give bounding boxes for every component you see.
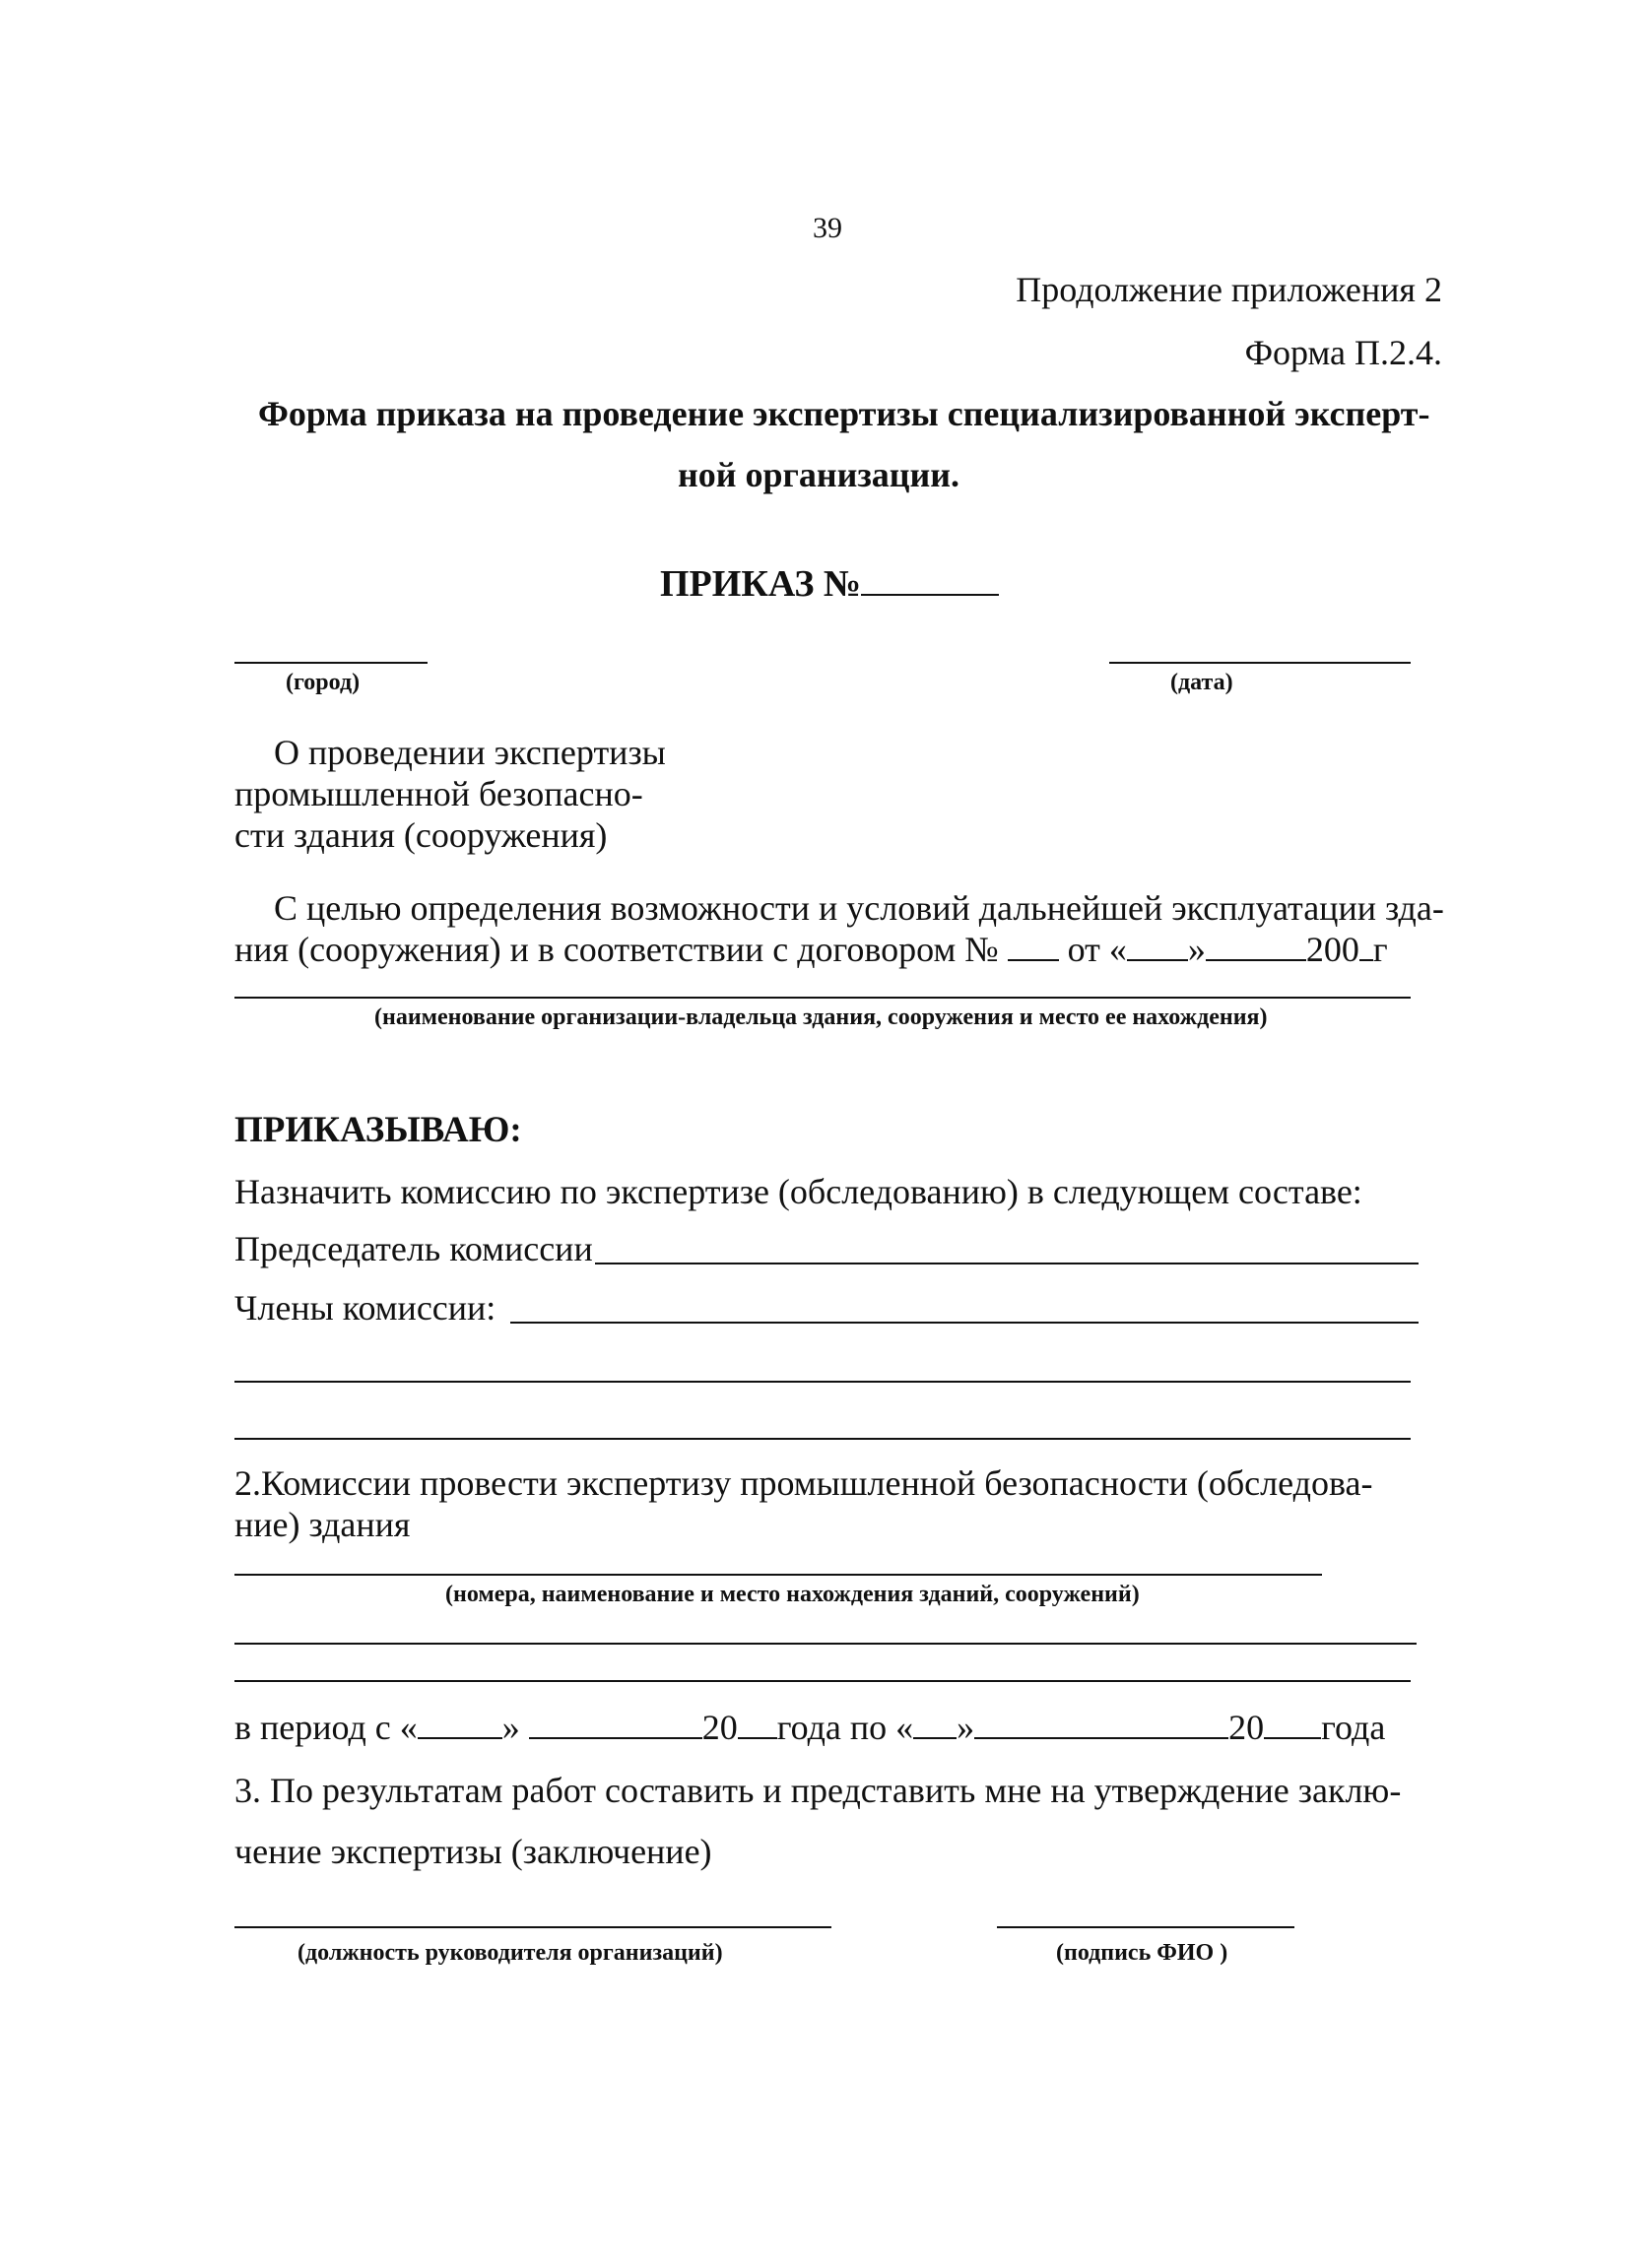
contract-date-open: от « xyxy=(1067,930,1127,969)
period-start-year-blank[interactable] xyxy=(738,1710,777,1739)
chairman-line[interactable] xyxy=(595,1263,1419,1264)
period-line xyxy=(234,1706,1385,1749)
period-prefix: в период с « xyxy=(234,1708,418,1747)
city-line[interactable] xyxy=(234,662,428,664)
item2-line1: 2.Комиссии провести экспертизу промышленной безопасности (обследова- xyxy=(234,1463,1373,1503)
members-label: Члены комиссии: xyxy=(234,1288,496,1328)
position-caption: (должность руководителя организаций) xyxy=(297,1940,723,1966)
commission-appoint: Назначить комиссию по экспертизе (обследованию) в следующем составе: xyxy=(234,1172,1362,1211)
contract-year-suffix: г xyxy=(1372,930,1388,969)
buildings-line[interactable] xyxy=(234,1574,1322,1576)
order-number-blank[interactable] xyxy=(861,566,999,596)
period-start-day-blank[interactable] xyxy=(418,1710,502,1739)
date-line[interactable] xyxy=(1109,662,1411,664)
item3-line1: 3. По результатам работ составить и представить мне на утверждение заклю- xyxy=(234,1771,1402,1810)
buildings-line-3[interactable] xyxy=(234,1680,1411,1682)
order-title-text: ПРИКАЗ № xyxy=(660,563,862,605)
chairman-label: Председатель комиссии xyxy=(234,1229,593,1268)
signature-line[interactable] xyxy=(997,1926,1294,1928)
period-year2: 20 xyxy=(1228,1708,1265,1747)
subject-line2: промышленной безопасно- xyxy=(234,774,643,813)
owner-org-line[interactable] xyxy=(234,997,1411,999)
members-line-3[interactable] xyxy=(234,1438,1411,1440)
period-year1: 20 xyxy=(701,1708,738,1747)
order-heading: ПРИКАЗЫВАЮ: xyxy=(234,1110,522,1150)
contract-year-blank[interactable] xyxy=(1359,932,1373,961)
period-start-month-blank[interactable] xyxy=(529,1710,702,1739)
form-title-line2: ной организации. xyxy=(678,455,960,494)
contract-text: ния (сооружения) и в соответствии с договором № xyxy=(234,930,999,969)
order-title xyxy=(660,561,999,607)
period-close2: » xyxy=(957,1708,975,1747)
purpose-line1: С целью определения возможности и условий дальнейшей эксплуатации зда- xyxy=(274,888,1444,928)
period-mid: года по « xyxy=(776,1708,914,1747)
contract-month-blank[interactable] xyxy=(1206,932,1306,961)
period-close1: » xyxy=(501,1708,520,1747)
date-caption: (дата) xyxy=(1170,670,1233,695)
contract-year-prefix: 200 xyxy=(1305,930,1359,969)
period-end-month-blank[interactable] xyxy=(974,1710,1228,1739)
period-end-day-blank[interactable] xyxy=(913,1710,957,1739)
position-line[interactable] xyxy=(234,1926,831,1928)
contract-date-close: » xyxy=(1187,930,1206,969)
contract-day-blank[interactable] xyxy=(1127,932,1188,961)
period-end-year-blank[interactable] xyxy=(1264,1710,1321,1739)
members-line-2[interactable] xyxy=(234,1381,1411,1383)
members-line-1[interactable] xyxy=(510,1322,1419,1324)
buildings-line-2[interactable] xyxy=(234,1643,1417,1645)
form-number: Форма П.2.4. xyxy=(1244,333,1442,372)
period-suffix: года xyxy=(1321,1708,1386,1747)
item2-line2: ние) здания xyxy=(234,1505,411,1544)
contract-number-blank[interactable] xyxy=(1008,932,1059,961)
continuation-label: Продолжение приложения 2 xyxy=(1016,270,1442,309)
buildings-caption: (номера, наименование и место нахождения зданий, сооружений) xyxy=(445,1582,1140,1607)
subject-line1: О проведении экспертизы xyxy=(274,733,666,772)
owner-org-caption: (наименование организации-владельца здания, сооружения и место ее нахождения) xyxy=(374,1004,1268,1030)
page-number: 39 xyxy=(813,212,842,244)
form-title-line1: Форма приказа на проведение экспертизы специализированной эксперт- xyxy=(258,394,1430,433)
item3-line2: чение экспертизы (заключение) xyxy=(234,1832,712,1871)
subject-line3: сти здания (сооружения) xyxy=(234,815,608,855)
purpose-line2 xyxy=(234,928,1388,971)
city-caption: (город) xyxy=(286,670,361,695)
signature-caption: (подпись ФИО ) xyxy=(1056,1940,1228,1966)
